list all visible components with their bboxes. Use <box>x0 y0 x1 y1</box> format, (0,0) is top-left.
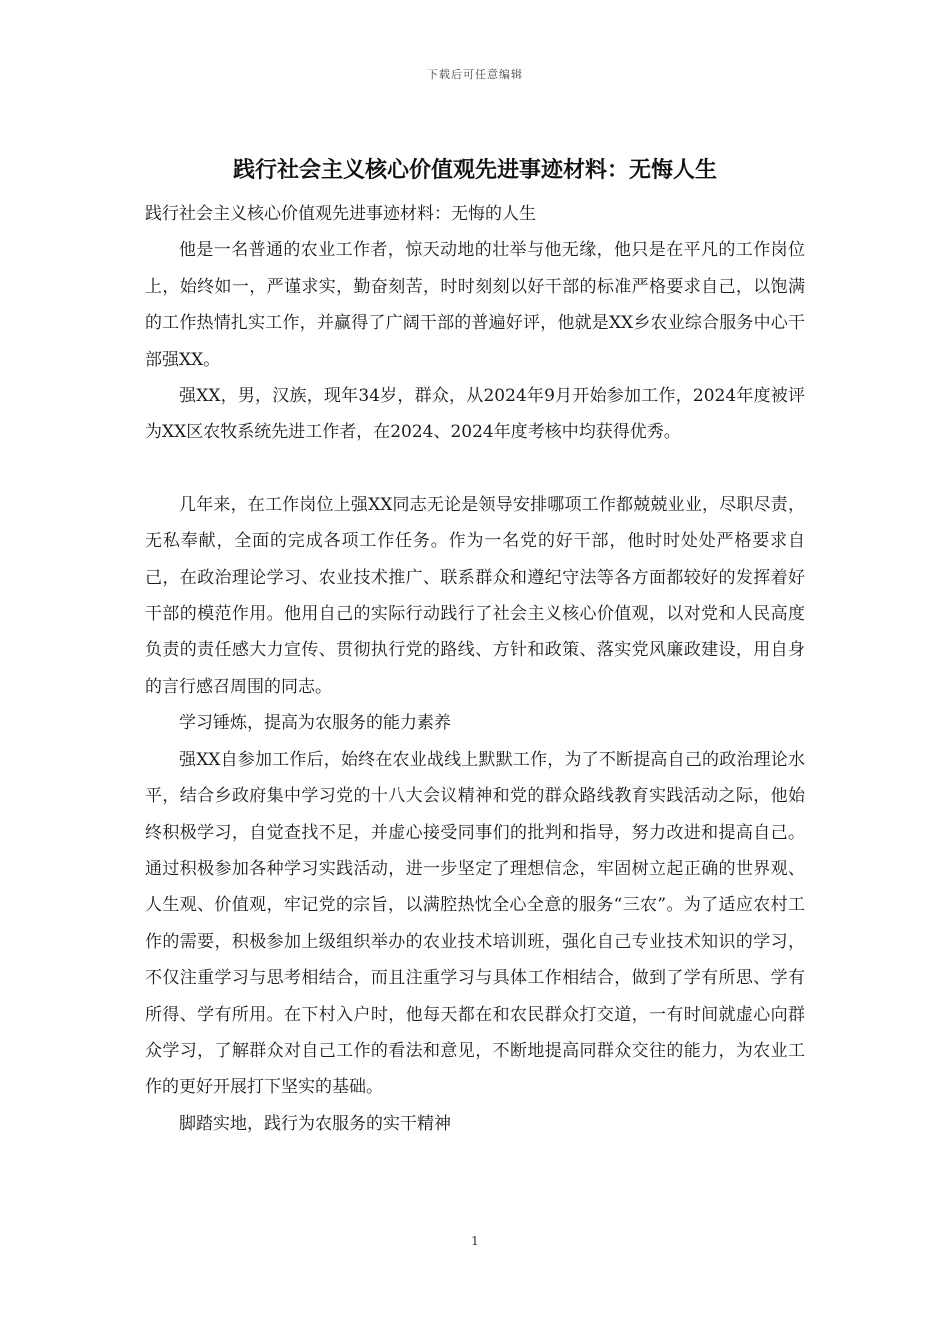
paragraph-overview: 几年来，在工作岗位上强XX同志无论是领导安排哪项工作都兢兢业业，尽职尽责，无私奉献，全面的完成各项工作任务。作为一名党的好干部，他时时处处严格要求自己，在政治理论学习、农业技术推广、联系群众和遵纪守法等各方面都较好的发挥着好干部的模范作用。他用自己的实际行动践行了社会主义核心价值观，以对党和人民高度负责的责任感大力宣传、贯彻执行党的路线、方针和政策、落实党风廉政建设，用自身的言行感召周围的同志。 <box>145 494 805 697</box>
paragraph-study: 强XX自参加工作后，始终在农业战线上默默工作，为了不断提高自己的政治理论水平，结合乡政府集中学习党的十八大会议精神和党的群众路线教育实践活动之际，他始终积极学习，自觉查找不足，并虚心接受同事们的批判和指导，努力改进和提高自己。通过积极参加各种学习实践活动，进一步坚定了理想信念，牢固树立起正确的世界观、人生观、价值观，牢记党的宗旨，以满腔热忱全心全意的服务“三农”。为了适应农村工作的需要，积极参加上级组织举办的农业技术培训班，强化自己专业技术知识的学习，不仅注重学习与思考相结合，而且注重学习与具体工作相结合，做到了学有所思、学有所得、学有所用。在下村入户时，他每天都在和农民群众打交道，一有时间就虚心向群众学习，了解群众对自己工作的看法和意见，不断地提高同群众交往的能力，为农业工作的更好开展打下坚实的基础。 <box>145 749 805 1098</box>
section-heading-practice: 脚踏实地，践行为农服务的实干精神 <box>179 1113 451 1134</box>
page-number: 1 <box>471 1234 479 1248</box>
document-subtitle: 践行社会主义核心价值观先进事迹材料：无悔的人生 <box>145 204 536 224</box>
document-title: 践行社会主义核心价值观先进事迹材料：无悔人生 <box>232 157 717 183</box>
paragraph-gap <box>145 451 805 487</box>
header-note: 下载后可任意编辑 <box>427 68 523 81</box>
document-body <box>145 196 805 1142</box>
section-heading-study: 学习锤炼，提高为农服务的能力素养 <box>179 713 451 734</box>
paragraph-profile: 强XX，男，汉族，现年34岁，群众，从2024年9月开始参加工作，2024年度被评为XX区农牧系统先进工作者，在2024、2024年度考核中均获得优秀。 <box>145 386 805 443</box>
paragraph-intro: 他是一名普通的农业工作者，惊天动地的壮举与他无缘，他只是在平凡的工作岗位上，始终如一，严谨求实，勤奋刻苦，时时刻刻以好干部的标准严格要求自己，以饱满的工作热情扎实工作，并赢得了广阔干部的普遍好评，他就是XX乡农业综合服务中心干部强XX。 <box>145 240 805 370</box>
